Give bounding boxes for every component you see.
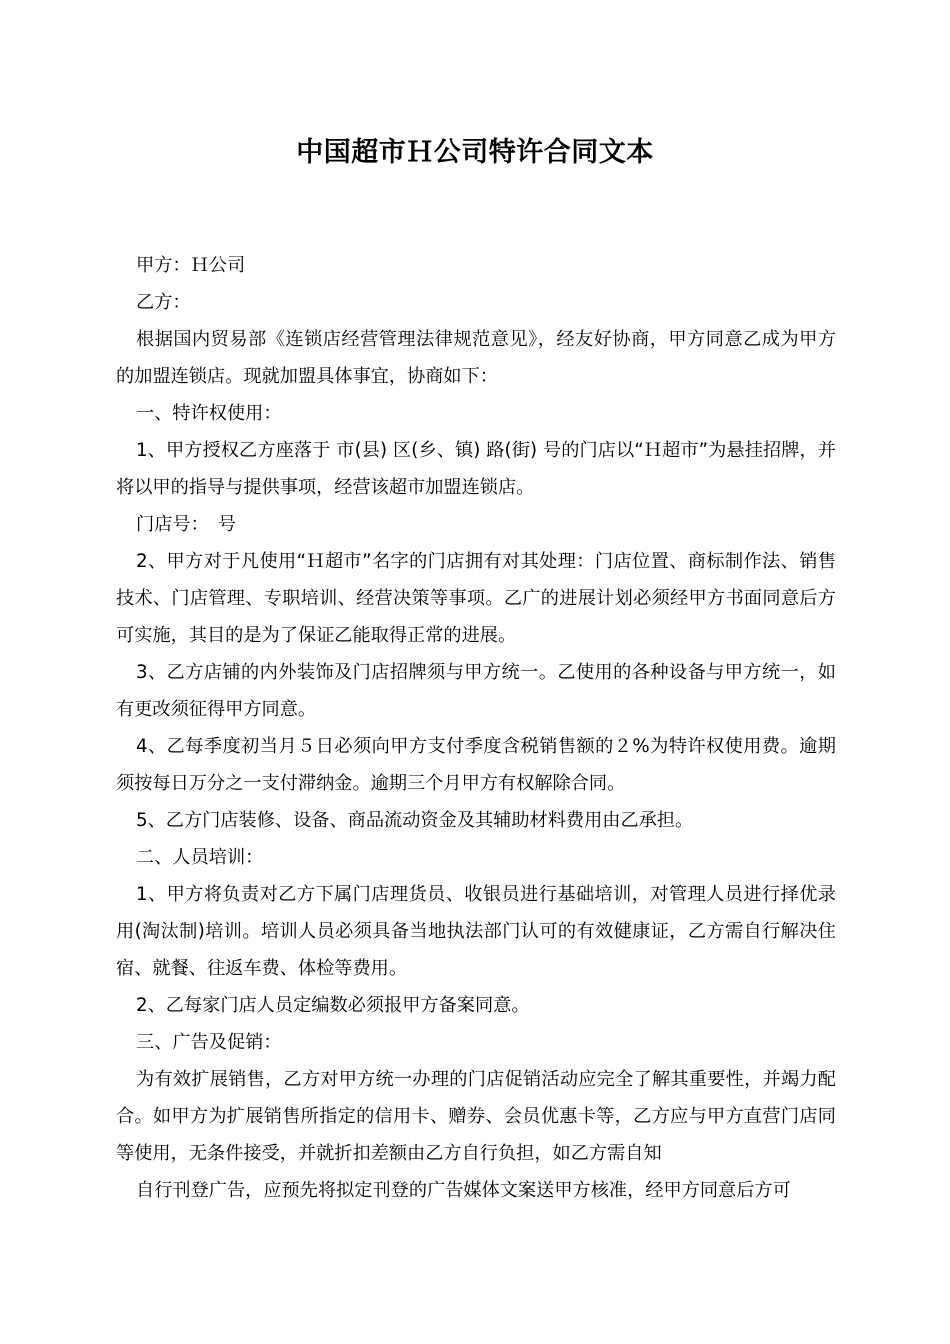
section-heading-franchise: 一、特许权使用：: [136, 403, 282, 424]
document-title: 中国超市Ｈ公司特许合同文本: [296, 137, 654, 168]
clause-2-2: 2、乙每家门店人员定编数必须报甲方备案同意。: [136, 995, 530, 1016]
clause-1-4: 4、乙每季度初当月５日必须向甲方支付季度含税销售额的２%为特许权使用费。逾期须按每日万分之一支付滞纳金。逾期三个月甲方有权解除合同。: [116, 736, 836, 794]
clause-3-1: 为有效扩展销售，乙方对甲方统一办理的门店促销活动应完全了解其重要性，并竭力配合。如甲方为扩展销售所指定的信用卡、赠券、会员优惠卡等，乙方应与甲方直营门店同等使用，无条件接受，并就折扣差额由乙方自行负担，如乙方需自知: [116, 1069, 836, 1164]
store-number-line: 门店号： 号: [136, 514, 237, 535]
preamble-paragraph: 根据国内贸易部《连锁店经营管理法律规范意见》，经友好协商，甲方同意乙成为甲方的加盟连锁店。现就加盟具体事宜，协商如下：: [116, 329, 836, 387]
section-heading-training: 二、人员培训：: [136, 847, 264, 868]
clause-2-1: 1、甲方将负责对乙方下属门店理货员、收银员进行基础培训，对管理人员进行择优录用(淘汰制)培训。培训人员必须具备当地执法部门认可的有效健康证，乙方需自行解决住宿、就餐、往返车费、体检等费用。: [116, 884, 836, 979]
party-b-line: 乙方：: [136, 292, 191, 313]
clause-1-1: 1、甲方授权乙方座落于 市(县) 区(乡、镇) 路(街) 号的门店以“Ｈ超市”为悬挂招牌，并将以甲的指导与提供事项，经营该超市加盟连锁店。: [116, 440, 836, 498]
clause-1-3: 3、乙方店铺的内外装饰及门店招牌须与甲方统一。乙使用的各种设备与甲方统一，如有更改须征得甲方同意。: [116, 662, 836, 720]
party-a-line: 甲方：Ｈ公司: [136, 255, 246, 276]
clause-3-2: 自行刊登广告，应预先将拟定刊登的广告媒体文案送甲方核准，经甲方同意后方可: [136, 1180, 791, 1201]
document-body: [116, 247, 836, 1209]
clause-1-5: 5、乙方门店装修、设备、商品流动资金及其辅助材料费用由乙承担。: [136, 810, 694, 831]
section-heading-advertising: 三、广告及促销：: [136, 1032, 282, 1053]
clause-1-2: 2、甲方对于凡使用“Ｈ超市”名字的门店拥有对其处理：门店位置、商标制作法、销售技术、门店管理、专职培训、经营决策等事项。乙广的进展计划必须经甲方书面同意后方可实施，其目的是为了保证乙能取得正常的进展。: [116, 551, 836, 646]
